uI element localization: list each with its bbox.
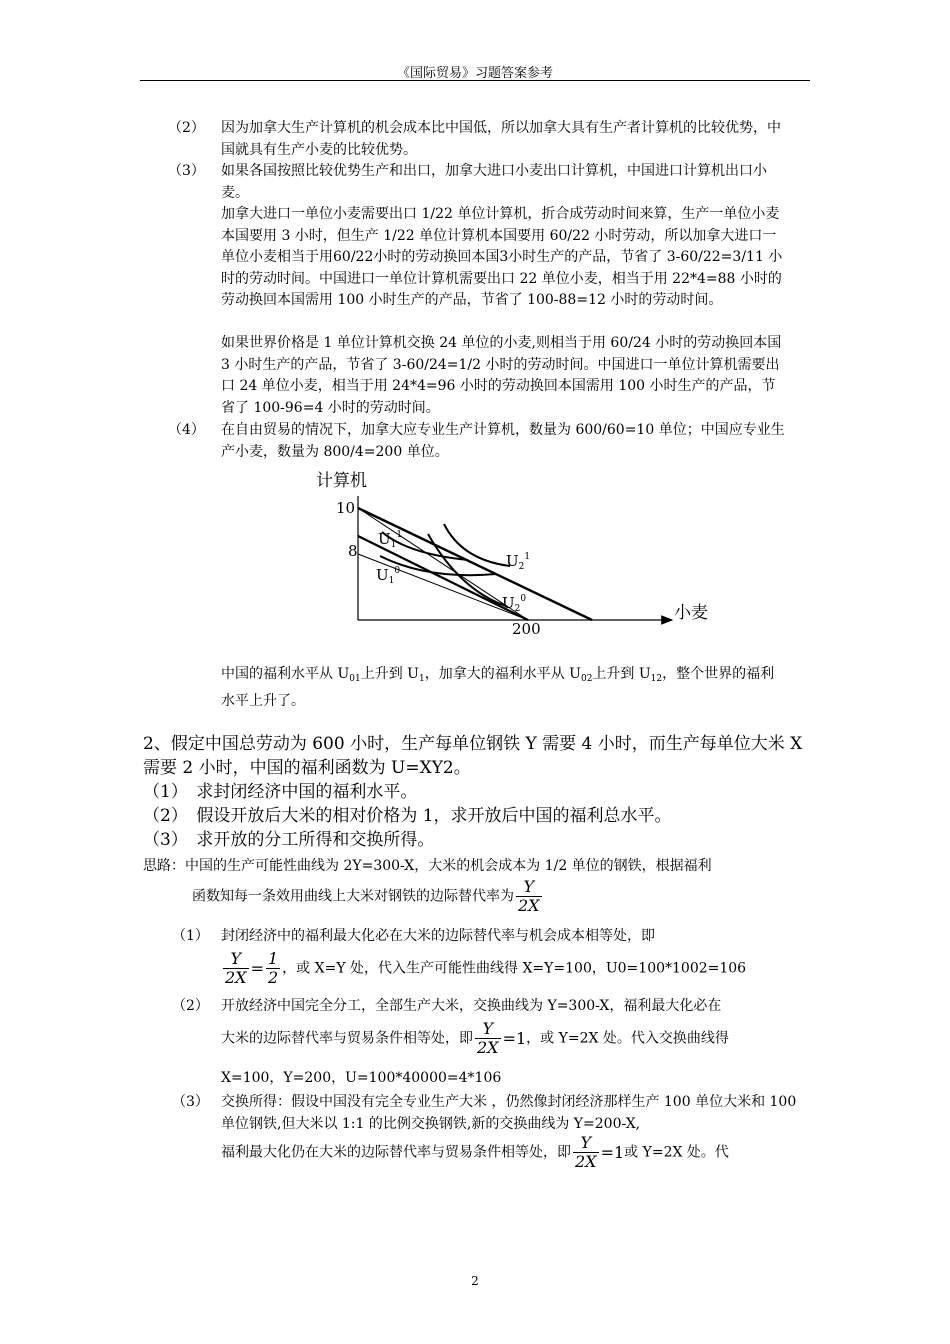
indifference-curve-u2-1: [444, 524, 510, 566]
answer-3-line-2: 福利最大化仍在大米的边际替代率与贸易条件相等处，即 $\frac{Y}{2X}$ =1或 Y=2X 处。代: [221, 1133, 729, 1171]
answer-2-number: （2）: [172, 998, 209, 1014]
item-2-number: （2）: [168, 120, 205, 136]
question-2-stem: 2、假定中国总劳动为 600 小时，生产每单位钢铁 Y 需要 4 小时，而生产每单位大米 X 需要 2 小时，中国的福利函数为 U=XY2。: [143, 734, 803, 778]
question-2-sub-1: （1） 求封闭经济中国的福利水平。: [143, 782, 418, 802]
answer-3-number: （3）: [172, 1094, 209, 1110]
item-3-paragraph-1: 如果各国按照比较优势生产和出口，加拿大进口小麦出口计算机，中国进口计算机出口小麦。: [221, 163, 767, 201]
answer-3-line-1: 交换所得：假设中国没有完全专业生产大米 ，仍然像封闭经济那样生产 100 单位大米和 100 单位钢铁,但大米以 1:1 的比例交换钢铁,新的交换曲线为 Y=200-X,: [221, 1094, 797, 1132]
item-4-text: 在自由贸易的情况下，加拿大应专业生产计算机，数量为 600/60=10 单位；中国应专业生产小麦，数量为 800/4=200 单位。: [221, 422, 785, 460]
question-2-sub-3: （3） 求开放的分工所得和交换所得。: [143, 830, 435, 850]
answer-1-line-1: 封闭经济中的福利最大化必在大米的边际替代率与机会成本相等处，即: [221, 928, 655, 944]
label-u1-0: $U_1^0$: [376, 566, 401, 586]
y-axis-label: 计算机: [316, 471, 367, 491]
trade-gains-diagram: [300, 462, 720, 642]
item-3-paragraph-3: 如果世界价格是 1 单位计算机交换 24 单位的小麦,则相当于用 60/24 小时的劳动换回本国 3 小时生产的产品，节省了 3-60/24=1/2 小时的劳动时间。中国进口一单位计算机需要出口 24 单位小麦，相当于用 24*4=96 小时的劳动换回本国需用 100 小时生产的产品，节省了 100-96=4 小时的劳动时间。: [221, 335, 782, 416]
answer-1-line-2: $\frac{Y}{2X}$ = $\frac{1}{2}$ ，或 X=Y 处，代入生产可能性曲线得 X=Y=100，U0=100*1002=106: [225, 949, 747, 987]
label-u2-1: $U_2^1$: [506, 552, 531, 572]
x-axis-label: 小麦: [674, 603, 708, 623]
question-2-sub-2: （2） 假设开放后大米的相对价格为 1，求开放后中国的福利总水平。: [143, 806, 672, 826]
welfare-conclusion: 中国的福利水平从 $U_{01}$上升到 $U_1$，加拿大的福利水平从 $U_{02}$上升到 $U_{12}$，整个世界的福利水平上升了。: [221, 666, 775, 709]
mrs-fraction: $\frac{Y}{2X}$: [518, 877, 540, 915]
y-tick-10: 10: [336, 499, 356, 517]
item-3-paragraph-2: 加拿大进口一单位小麦需要出口 1/22 单位计算机，折合成劳动时间来算，生产一单位小麦本国要用 3 小时，但生产 1/22 单位计算机本国要用 60/22 小时劳动，所以加拿大进口一单位小麦相当于用60/22小时的劳动换回本国3小时生产的产品，节省了 3-60/22=3/11 小时的劳动时间。中国进口一单位计算机需要出口 22 单位小麦，相当于用 22*4=88 小时的劳动换回本国需用 100 小时生产的产品，节省了 100-88=12 小时的劳动时间。: [221, 206, 783, 308]
header-rule: [140, 80, 810, 81]
solution-idea-line-1: 思路：中国的生产可能性曲线为 2Y=300-X，大米的机会成本为 1/2 单位的钢铁，根据福利: [143, 858, 712, 874]
answer-2-line-3: X=100，Y=200，U=100*40000=4*106: [221, 1070, 502, 1086]
item-3-number: （3）: [168, 163, 205, 179]
canada-trade-line: [358, 508, 592, 620]
running-header: 《国际贸易》习题答案参考: [396, 66, 553, 81]
label-u2-0: $U_2^0$: [502, 594, 527, 614]
label-u1-1: $U_1^1$: [378, 530, 403, 550]
item-2-text: 因为加拿大生产计算机的机会成本比中国低，所以加拿大具有生产者计算机的比较优势，中国就具有生产小麦的比较优势。: [221, 120, 781, 158]
x-tick-200: 200: [512, 620, 541, 638]
answer-2-line-2: 大米的边际替代率与贸易条件相等处，即 $\frac{Y}{2X}$ =1，或 Y=2X 处。代入交换曲线得: [221, 1019, 729, 1057]
answer-2-line-1: 开放经济中国完全分工，全部生产大米，交换曲线为 Y=300-X，福利最大化必在: [221, 998, 722, 1014]
answer-1-number: （1）: [172, 928, 209, 944]
page-number: 2: [471, 1274, 479, 1288]
indifference-curve-u2-0: [428, 534, 506, 606]
solution-idea-line-2: 函数知每一条效用曲线上大米对钢铁的边际替代率为 $\frac{Y}{2X}$: [192, 877, 540, 915]
y-tick-8: 8: [348, 542, 358, 560]
item-4-number: （4）: [168, 422, 205, 438]
